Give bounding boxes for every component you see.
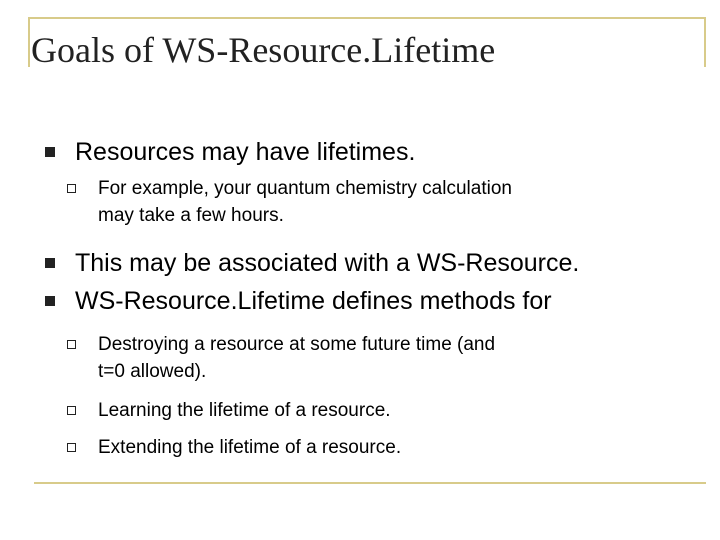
sub-bullet-text: Learning the lifetime of a resource. bbox=[98, 400, 391, 421]
sub-bullet-text: Destroying a resource at some future time (and bbox=[98, 334, 496, 355]
sub-bullet-text: Extending the lifetime of a resource. bbox=[98, 437, 402, 458]
right-rule bbox=[704, 17, 706, 67]
sub-bullet-text: t=0 allowed). bbox=[98, 361, 207, 382]
sub-bullet-text: For example, your quantum chemistry calculation bbox=[98, 178, 512, 199]
hollow-square-bullet-icon bbox=[67, 184, 76, 193]
hollow-square-bullet-icon bbox=[67, 406, 76, 415]
bullet-text: This may be associated with a WS-Resource. bbox=[75, 249, 580, 277]
hollow-square-bullet-icon bbox=[67, 443, 76, 452]
bullet-text: Resources may have lifetimes. bbox=[75, 138, 416, 166]
slide-title: Goals of WS-Resource.Lifetime bbox=[31, 30, 496, 70]
bullet-text: WS-Resource.Lifetime defines methods for bbox=[75, 287, 552, 315]
filled-square-bullet-icon bbox=[45, 258, 55, 268]
top-rule bbox=[28, 17, 706, 19]
bottom-rule bbox=[34, 482, 706, 484]
filled-square-bullet-icon bbox=[45, 147, 55, 157]
hollow-square-bullet-icon bbox=[67, 340, 76, 349]
left-rule bbox=[28, 17, 30, 67]
sub-bullet-text: may take a few hours. bbox=[98, 205, 284, 226]
filled-square-bullet-icon bbox=[45, 296, 55, 306]
